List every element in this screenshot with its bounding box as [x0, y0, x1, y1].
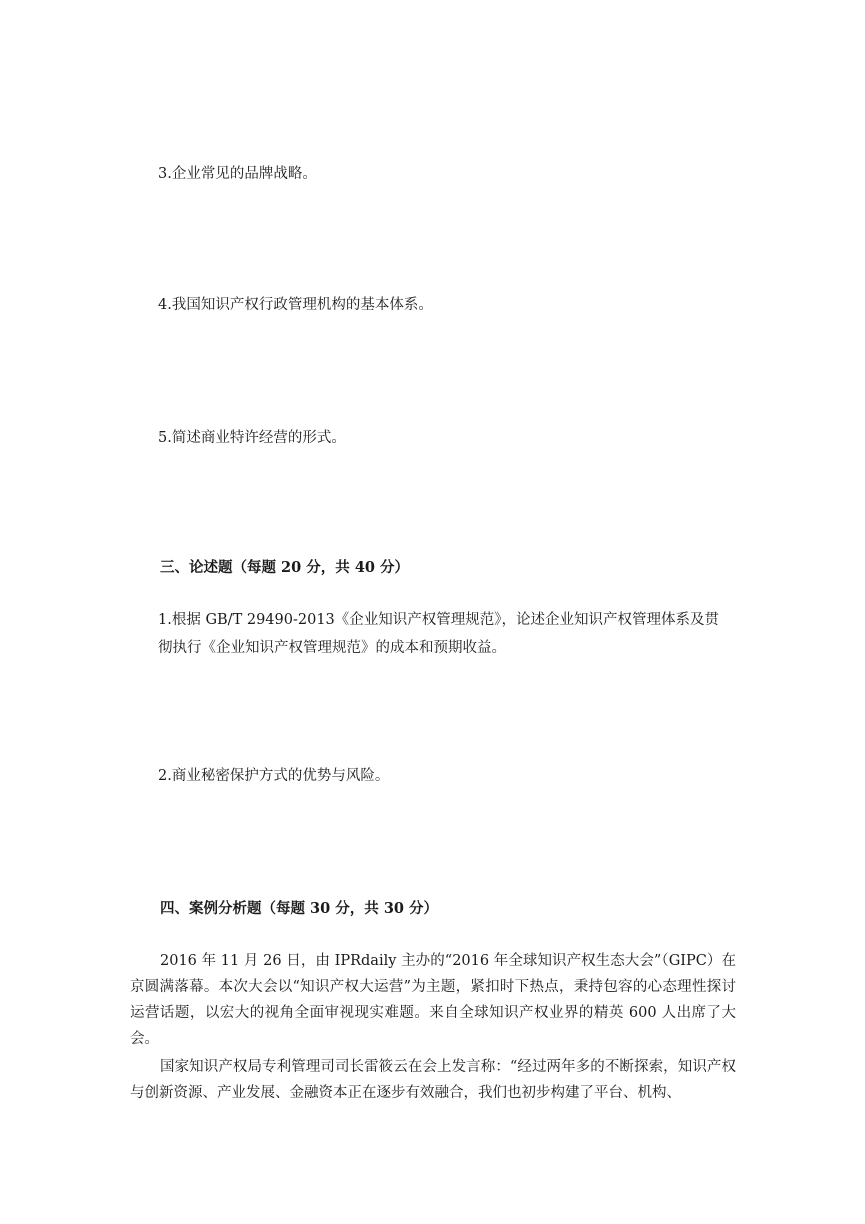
question-5: 5.简述商业特许经营的形式。 [158, 430, 346, 446]
essay-question-2: 2.商业秘密保护方式的优势与风险。 [158, 768, 390, 784]
case-paragraph-2: 国家知识产权局专利管理司司长雷筱云在会上发言称：“经过两年多的不断探索，知识产权与创新资源、产业发展、金融资本正在逐步有效融合，我们也初步构建了平台、机构、 [130, 1059, 736, 1101]
essay-question-1-line-2: 彻执行《企业知识产权管理规范》的成本和预期收益。 [158, 640, 506, 656]
case-section-heading: 四、案例分析题（每题 30 分，共 30 分） [160, 900, 439, 917]
essay-question-1 [158, 606, 736, 662]
essay-question-1-line-1: 1.根据 GB/T 29490-2013《企业知识产权管理规范》，论述企业知识产权管理体系及贯 [158, 612, 720, 628]
essay-section-heading: 三、论述题（每题 20 分，共 40 分） [160, 559, 410, 576]
question-3: 3.企业常见的品牌战略。 [158, 166, 317, 182]
question-4: 4.我国知识产权行政管理机构的基本体系。 [158, 297, 433, 313]
case-paragraph-1: 2016 年 11 月 26 日，由 IPRdaily 主办的“2016 年全球知识产权生态大会”（GIPC）在京圆满落幕。本次大会以“知识产权大运营”为主题，紧扣时下热点，秉持包容的心态理性探讨运营话题，以宏大的视角全面审视现实难题。来自全球知识产权业界的精英 600 人出席了大会。 [130, 953, 736, 1047]
